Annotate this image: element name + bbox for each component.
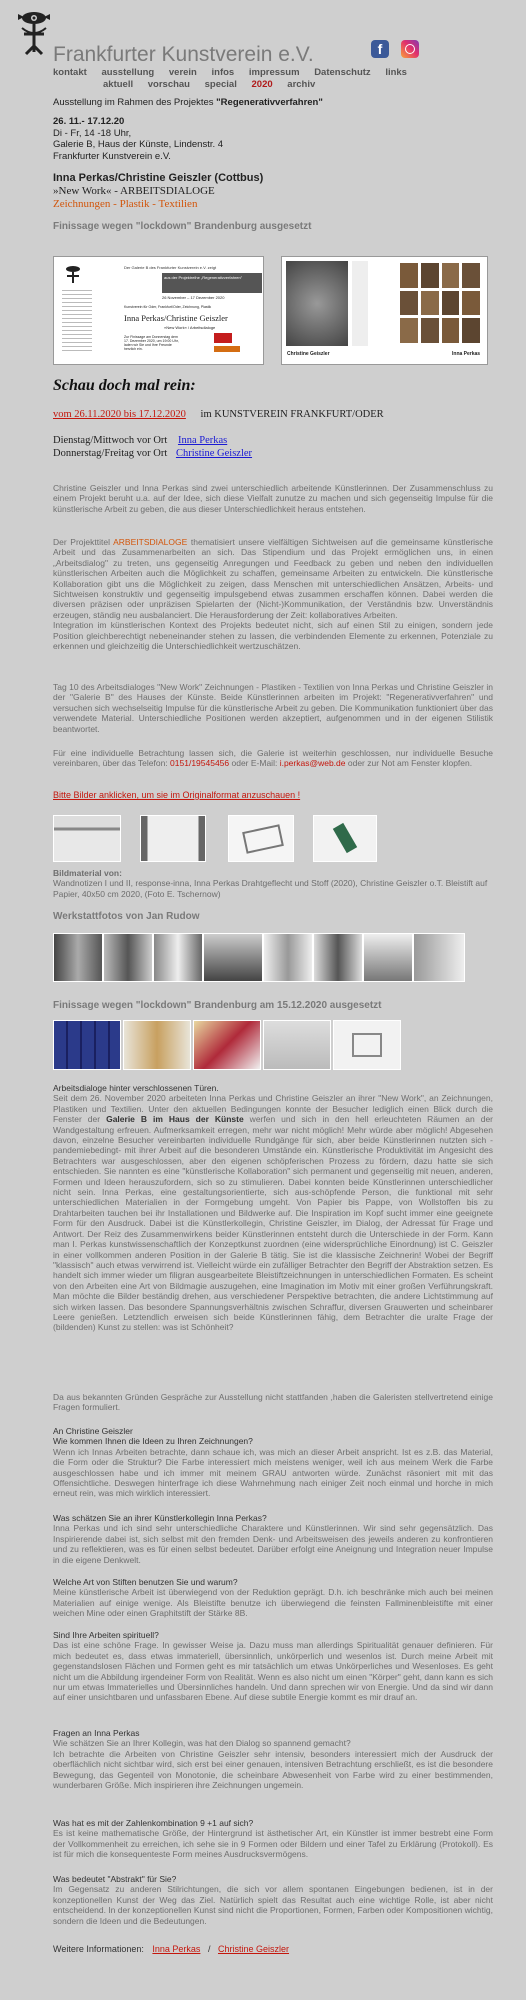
closed-note: Finissage wegen "lockdown" Brandenburg ausgesetzt	[53, 221, 312, 232]
question-6: Was hat es mit der Zahlenkombination 9 +1 auf sich?	[53, 1818, 254, 1828]
look-location: im KUNSTVEREIN FRANKFURT/ODER	[200, 409, 384, 420]
nav-archiv[interactable]: archiv	[287, 79, 316, 90]
exhibition-info	[53, 116, 493, 162]
question-2: Was schätzen Sie an ihrer Künstlerkollegin Inna Perkas?	[53, 1513, 267, 1523]
flyer-work: »New Work« / Arbeitsdialoge	[164, 325, 216, 330]
material-text: Wandnotizen I und II, response-inna, Inna Perkas Drahtgeflecht und Stoff (2020), Christine Geiszler o.T. Bleistift auf Papier, 40x50 cm 2020, (Foto E. Tschernow)	[53, 878, 488, 899]
integration-paragraph: Integration im künstlerischen Kontext des Projekts bedeutet nicht, sich auf einen Stil zu einigen, sondern jede Position gleichberechtigt nebeneinander stehen zu lassen, die verbindenden Elemente zu erkennen, Potenziale zu erkennen und gleichzeitig die Unterschiedlichkeit wertzuschätzen.	[53, 620, 493, 652]
more-link-geiszler[interactable]: Christine Geiszler	[217, 1944, 290, 1954]
gallery-thumb-3[interactable]	[228, 815, 294, 862]
nav-kontakt[interactable]: kontakt	[53, 67, 87, 78]
schedule-day-2: Donnerstag/Freitag vor Ort	[53, 447, 168, 459]
look-dates-row	[53, 409, 493, 420]
presence-schedule	[53, 435, 493, 460]
material-label: Bildmaterial von:	[53, 868, 122, 878]
workshop-thumb-2[interactable]	[103, 933, 153, 982]
question-4: Sind Ihre Arbeiten spirituell?	[53, 1630, 159, 1640]
instagram-icon[interactable]	[401, 40, 419, 58]
nav-verein[interactable]: verein	[168, 67, 197, 78]
answer-6: Es ist keine mathematische Größe, der Hintergrund ist ästhetischer Art, ein Künstler ist immer bestrebt eine Form der Vollkommenheit zu erreichen, ich sehe sie in 9 Formen oder Bildern und einer Tafel zu Erklärung (Protokoll). Es ist für mich die konsequenteste Form meines Ausdrucksvermögens.	[53, 1828, 493, 1860]
photo-gap	[352, 261, 368, 346]
question-1: An Christine Geiszler Wie kommen Ihnen die Ideen zu Ihren Zeichnungen?	[53, 1426, 253, 1447]
qa-2	[53, 1513, 493, 1565]
visit-text-a: Für eine individuelle Betrachtung lassen sich, die Galerie ist weiterhin geschlossen, nur individuelle Besuche vereinbaren, über das Telefon:	[53, 748, 493, 769]
organizer: Frankfurter Kunstverein e.V.	[53, 150, 171, 162]
answer-4: Das ist eine schöne Frage. In gewisser Weise ja. Dazu muss man allerdings Spiritualität genauer definieren. Für mich bedeutet es, dass etwas immateriell, übersinnlich, unkörperlich und wesenlos ist. Durch meine Arbeit mit gegenstandslosen Flächen und Formen geht es mir tatsächlich um etwas Unkörperliches und Wesenloses. Es geht nicht um die Abbildung irgendeiner Form von Realität. Wenn es also nicht um einen "Körper" geht, dann kann es sich nur um etwas Immaterielles und Übersinnliches handeln. Und dann sprechen wir von Energie. Und da sind wir dann auf einer unsichtbaren und unfassbaren Ebene. Auf diese subtile Energie kommt es mir drauf an.	[53, 1640, 493, 1703]
flyer-place: Kunstverein für Oder, Frankfurt/Oder, Zeichnung, Plastik	[124, 305, 212, 309]
nav-datenschutz[interactable]: Datenschutz	[314, 67, 371, 78]
nav-special[interactable]: special	[204, 79, 237, 90]
project-name: "Regenerativverfahren"	[216, 97, 323, 108]
finissage-thumb-2[interactable]	[123, 1020, 191, 1070]
gallery-thumb-1[interactable]	[53, 815, 121, 862]
question-5: Fragen an Inna Perkas	[53, 1728, 140, 1738]
qa-3	[53, 1577, 493, 1619]
qa-6	[53, 1818, 493, 1860]
finissage-thumb-1[interactable]	[53, 1020, 121, 1070]
essay-title: Arbeitsdialoge hinter verschlossenen Türen.	[53, 1083, 219, 1093]
nav-aktuell[interactable]: aktuell	[103, 79, 134, 90]
workshop-gallery	[53, 933, 463, 983]
more-link-perkas[interactable]: Inna Perkas	[152, 1944, 201, 1954]
click-note-link[interactable]: Bitte Bilder anklicken, um sie im Originalformat anzuschauen !	[53, 790, 301, 800]
more-info-label: Weitere Informationen:	[53, 1944, 144, 1954]
answer-1: Wenn ich Innas Arbeiten betrachte, dann schaue ich, was mich an dieser Arbeit anspricht. Ist es z.B. das Material, die Form oder die Struktur? Die Farbe interessiert mich meistens weniger, weil ich aus meinem Werk die Farbe ausgeschlossen habe und ich immer mit meinem GRAU antworten würde. Zunächst räsoniert mit mit das Offensichtliche. Deswegen hinterfrage ich diese Wahrnehmung nach einiger Zeit noch einmal und horche in mich erneut rein, was mich wirklich interessiert.	[53, 1446, 493, 1499]
gallery-row-1	[53, 812, 473, 868]
visit-text-c: oder zur Not am Fenster klopfen.	[345, 758, 473, 769]
nav-links[interactable]: links	[385, 67, 407, 78]
main-nav	[53, 67, 419, 90]
answer-2: Inna Perkas und ich sind sehr unterschiedliche Charaktere und Künstlerinnen. Wir sind sehr gegensätzlich. Das Inspirierende dabei ist, sich selbst mit den fremden Denk- und Arbeitsweisen des jeweils anderen zu konfrontieren und zu reflektieren, was es für einen selbst bedeutet. Darüber erfolgt eine Aneignung und Integration neuer Impulse in die eigene Denkwelt.	[53, 1523, 493, 1565]
subtitle: »New Work« - ARBEITSDIALOGE	[53, 185, 215, 197]
workshop-thumb-5[interactable]	[263, 933, 313, 982]
day10-paragraph: Tag 10 des Arbeitsdialoges "New Work" Zeichnungen - Plastiken - Textilien von Inna Perkas und Christine Geiszler in der "Galerie B" des Hauses der Künste. Beide Künstlerinnen arbeiten im Projekt: "Regenerativverfahren" und versuchen sich wechselseitig Impulse für die künstlerische Arbeit zu geben. Die Kommunikation funktioniert über das verwendete Material. Unterschiedliche Positionen werden akzeptiert, aufgenommen und in der eigenen Stilistik beantwortet.	[53, 682, 493, 734]
essay-text-a: Seit dem 26. November 2020 arbeiteten Inna Perkas und Christine Geiszler an ihrer "New Work", an Zeichnungen, Plastiken und Textilien. Unter den aktuellen Bedingungen konnte der Besucher lediglich einen Blick durch die Fenster der	[53, 1093, 493, 1125]
finissage-thumb-4[interactable]	[263, 1020, 331, 1070]
workshop-thumb-8[interactable]	[413, 933, 465, 982]
christine-geiszler-link[interactable]: Christine Geiszler	[175, 447, 253, 459]
flyer-text-column	[62, 287, 92, 352]
finissage-gallery	[53, 1020, 473, 1072]
intro-paragraph: Christine Geiszler und Inna Perkas sind zwei unterschiedlich arbeitende Künstlerinnen. Der Zusammenschluss zu einem Projekt beruht u.a. auf der Idee, sich diese Vielfalt zunutze zu machen und sich gegenseitig Impulse für die künstlerische Arbeit zu geben, die aus dieser Unterschiedlichkeit heraus entstehen.	[53, 483, 493, 514]
email-link[interactable]: i.perkas@web.de	[279, 758, 346, 769]
facebook-icon[interactable]: f	[371, 40, 389, 58]
qa-1	[53, 1426, 493, 1499]
artists-photo[interactable]	[281, 256, 488, 365]
opening-hours: Di - Fr, 14 -18 Uhr,	[53, 127, 132, 139]
answer-7: Im Gegensatz zu anderen Stilrichtungen, die sich vor allem spontanen Eingebungen bedienen, ist in der konzeptionellen Kunst der Weg das Ziel. Natürlich spielt das Resultat auch eine wichtige Rolle, ist aber nicht entscheidend. In der konzeptionellen Kunst sind nicht die Proportionen, Formen, Farben oder Kompositionen wichtig, sondern die Ideen und die Bedeutungen.	[53, 1884, 493, 1926]
answer-3: Meine künstlerische Arbeit ist überwiegend von der Reduktion geprägt. D.h. ich beschränke mich auch bei meinen Materialien auf einige wenige. Als Bleistifte benutze ich überwiegend die feinsten Fallminenbleistifte mit einer weichen Mine oder einen Graphitstift der Stärke 8B.	[53, 1587, 493, 1619]
finissage-thumb-5[interactable]	[333, 1020, 401, 1070]
arbeitsdialoge-highlight: ARBEITSDIALOGE	[113, 537, 188, 547]
phone-number[interactable]: 0151/19545456	[170, 758, 230, 769]
flyer-finissage: Zur Finissage am Donnerstag dem 17. Dezember 2020, um 19:00 Uhr, laden wir Sie und Ihre Freunde herzlich ein.	[124, 335, 179, 351]
qa-7	[53, 1874, 493, 1926]
question-7: Was bedeutet "Abstrakt" für Sie?	[53, 1874, 177, 1884]
flyer-header: Der Galerie B des Frankfurter Kunstverein e.V. zeigt	[124, 265, 217, 270]
schedule-day-1: Dienstag/Mittwoch vor Ort	[53, 435, 168, 446]
nav-2020[interactable]: 2020	[251, 79, 273, 90]
workshop-thumb-3[interactable]	[153, 933, 203, 982]
look-heading: Schau doch mal rein:	[53, 377, 196, 394]
perkas-work-grid	[400, 263, 480, 343]
nav-ausstellung[interactable]: ausstellung	[101, 67, 155, 78]
geiszler-work-image	[286, 261, 348, 346]
essay-bold-venue: Galerie B im Haus der Künste	[106, 1114, 244, 1125]
finissage-thumb-3[interactable]	[193, 1020, 261, 1070]
gallery-thumb-2[interactable]	[140, 815, 206, 862]
image-credits	[53, 868, 493, 899]
exhibition-title	[53, 172, 493, 211]
inna-perkas-link[interactable]: Inna Perkas	[177, 435, 228, 446]
project-paragraph-start: Der Projekttitel	[53, 537, 114, 547]
workshop-heading: Werkstattfotos von Jan Rudow	[53, 911, 200, 922]
project-paragraph	[53, 537, 493, 651]
qa-5	[53, 1728, 493, 1790]
exhibition-dates: 26. 11.- 17.12.20	[53, 116, 125, 127]
nav-impressum[interactable]: impressum	[248, 67, 300, 78]
workshop-thumb-6[interactable]	[313, 933, 363, 982]
flyer-image[interactable]	[53, 256, 264, 365]
media: Zeichnungen - Plastik - Textilien	[53, 198, 198, 210]
caption-geiszler: Christine Geiszler	[287, 351, 330, 357]
flyer-logo-icon	[62, 263, 84, 285]
more-info	[53, 1944, 493, 1954]
workshop-thumb-4[interactable]	[203, 933, 263, 982]
flyer-dates: 26 November – 17 Dezember 2020	[162, 295, 225, 300]
nav-infos[interactable]: infos	[211, 67, 235, 78]
answer-5: Ich betrachte die Arbeiten von Christine Geiszler sehr intensiv, besonders interessiert mich der Ausdruck der oberflächlich nicht sichtbar wird, sich erst bei einer genauen, intensiven Betrachtung erschließt, es ist die besondere Bewegung, das Gegenteil von Monotonie, die scheinbare Abwesenheit von Farbe wird zu einer bestimmenden, wunderbaren Größe. Mich inspirieren ihre Zeichnungen ungemein.	[53, 1748, 493, 1791]
project-paragraph-body: thematisiert unsere vielfältigen Sichtweisen auf die gemeinsame künstlerische Arbeit und das Zusammenarbeiten an sich. Das Stipendium und das Projekt ermöglichen uns, in einen „Arbeitsdialog" zu treten, uns gegenseitig Anregungen und Feedback zu geben und neben den individuellen künstlerischen Arbeiten auch die Möglichkeit zu schaffen, gemeinsame Arbeiten zu entwickeln. Die künstlerische Kollaboration gibt uns die Möglichkeit zu zeigen, dass Menschen mit unterschiedlichen Ansätzen, Arbeits- und Sichtweisen konstruktiv und gegenseitig impulsgebend etwas zusammen erschaffen können. Dabei werden die diversen präzisen oder unpräzisen Spielarten der (Nicht-)Kommunikation, der Verständnis bzw. Unverständnis erzeugen, ständig neu ausbalanciert. Die Herausforderung der Zeit: kollaboratives Arbeiten.	[53, 537, 493, 620]
flyer-sponsor-logo	[214, 333, 232, 343]
kunstverein-logo[interactable]	[14, 4, 54, 60]
more-separator: /	[207, 1944, 211, 1954]
essay-text-b: werfen und sich in den hell erleuchteten Räumen an der Wandgestaltung erfreuen. Aufmerksamkeit erregen, mehr war nicht möglich! Mehr würde aber möglich! Abgesehen davon, einzelne Besucher vereinbarten individuelle Rundgänge für sich, aber beide Künstlerinnen nutzten sich - pandemiebedingt- mit ihrer Arbeit auf die besonderen Umstände ein. Künstlerische Produktivität im Angesicht des Betrachters war ausgeschlossen, aber den eigenen schöpferischen Prozess zu fördern, dazu hatte sie sich entschieden. Sie nannten es eine "künstlerische Kollaboration" sich permanent und gegenseitig mit neuen, anderen, Formen und Ideen herauszufordern, sich so zu stimulieren. Dabei konnten beide Künstlerinnen unterschiedlicher nicht sein. Inna Perkas, eine gestaltungsorientierte, sich aus-schöpfende Person, die funktional mit sehr unterschiedlichen Materialien in der Formgebung umgeht. Von Papier bis Pappe, von Wollstoffen bis zu Drahtarbeiten tauchen bei ihr Installationen und Bildwerke auf. Die Inspiration im Kopf sucht immer eine geeignete Form für den Ausdruck. Dabei ist die Künstlerkollegin, Christine Geiszler, im Dialog, der Adressat für Frage und Antwort. Der Reiz des Zusammenwirkens beider Künstlerinnen entsteht durch die Unterschiede in der Form. Kann man I. Perkas kunstwissenschaftlich der Konzeptkunst zuordnen (eine widersprüchliche Einordnung) ist C. Geiszler in einer vollkommen anderen Position in der Galerie B tätig. Sie ist die klassische Zeichnerin! Wobei der Begriff "klassisch" auch etwas verwirrend ist. Vielleicht würde ein zufälliger Betrachter den Begriff der Abstraktion setzen. Es handelt sich immer wieder um filigran ausgearbeitete Bleistiftzeichnungen in unterschiedlichen Formaten. Es scheint von den Arbeiten eine Art von Bildmagie auszugehen, eine Imagination im Motiv mit einer großen Verführungskraft. Man möchte die Bilder beständig drehen, aus verschiedener Perspektive betrachten, die andere Lichtstimmung auf sich wirken lassen. Das besondere Spannungsverhältnis zwischen Schraffur, diversen Grauwerten und scheinbarer Leere genießen. Letztendlich erweisen sich beide Künstlerinnen fähig, dem Betrachter die uralte Frage der (bildenden) Kunst zu stellen: was ist Schönheit?	[53, 1114, 494, 1333]
workshop-thumb-7[interactable]	[363, 933, 413, 982]
gallery-thumb-4[interactable]	[313, 815, 377, 862]
date-range-link[interactable]: vom 26.11.2020 bis 17.12.2020	[53, 409, 186, 420]
flyer-sub: aus der Projektreihe „Regenerativverfahren"	[162, 273, 262, 293]
artists: Inna Perkas/Christine Geiszler (Cottbus)	[53, 172, 264, 184]
venue: Galerie B, Haus der Künste, Lindenstr. 4	[53, 139, 224, 150]
visit-text-b: oder E-Mail:	[229, 758, 280, 769]
essay	[53, 1083, 493, 1333]
flyer-sponsor-logo-2	[214, 346, 240, 352]
finissage-heading: Finissage wegen "lockdown" Brandenburg am 15.12.2020 ausgesetzt	[53, 1000, 382, 1011]
nav-vorschau[interactable]: vorschau	[147, 79, 190, 90]
answer-5-question: Wie schätzen Sie an Ihrer Kollegin, was hat den Dialog so spannend gemacht?	[53, 1738, 351, 1749]
site-title[interactable]: Frankfurter Kunstverein e.V.	[53, 43, 314, 66]
questions-intro: Da aus bekannten Gründen Gespräche zur Ausstellung nicht stattfanden ,haben die Galeristen stellvertretend einige Fragen formuliert.	[53, 1392, 493, 1413]
visit-paragraph	[53, 748, 493, 769]
question-3: Welche Art von Stiften benutzen Sie und warum?	[53, 1577, 238, 1587]
workshop-thumb-1[interactable]	[53, 933, 103, 982]
project-context	[53, 97, 493, 108]
qa-4	[53, 1630, 493, 1703]
click-note[interactable]	[53, 790, 493, 800]
project-context-prefix: Ausstellung im Rahmen des Projektes	[53, 97, 217, 108]
flyer-names: Inna Perkas/Christine Geiszler	[124, 313, 228, 323]
caption-perkas: Inna Perkas	[452, 351, 481, 357]
